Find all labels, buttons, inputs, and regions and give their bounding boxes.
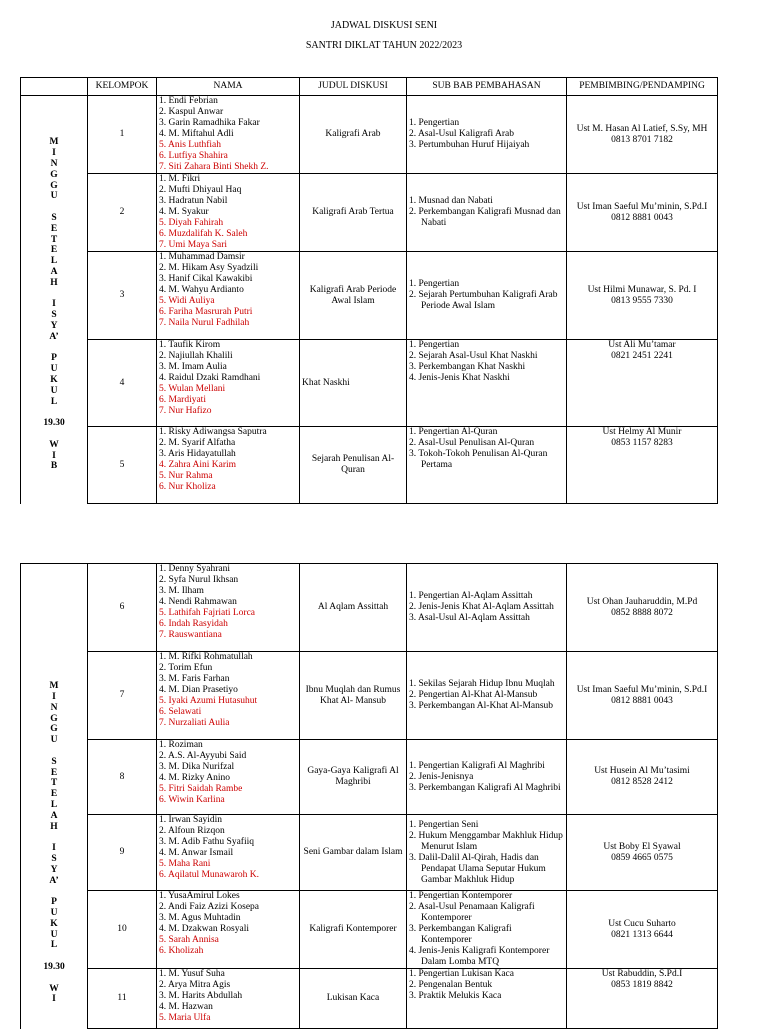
table-row — [21, 891, 718, 969]
sub-topics — [407, 815, 567, 891]
group-number: 3 — [88, 252, 157, 340]
mentor-phone: 0812 8881 0043 — [611, 695, 673, 706]
time-label-letter: L — [50, 940, 58, 951]
time-label-letter: M — [49, 681, 59, 692]
time-label-letter: G — [50, 724, 58, 735]
member-name: 3. Hanif Cikal Kawakibi — [159, 274, 253, 284]
sub-topic-list — [409, 969, 564, 1002]
time-label-letter: Y — [50, 320, 58, 331]
time-label-letter: A’ — [49, 875, 59, 886]
time-label-spacer — [23, 407, 85, 418]
time-label-letter — [23, 343, 85, 354]
time-label-letter: U — [50, 191, 58, 202]
sub-topic: 1. Pengertian Al-Quran — [409, 427, 498, 437]
sub-topic-list — [409, 279, 564, 312]
mentor-phone: 0852 8888 8072 — [611, 607, 673, 618]
member-name: 4. Raidul Dzaki Ramdhani — [159, 373, 261, 383]
member-name: 4. M. Hazwan — [159, 1002, 213, 1012]
member-name: 1. M. Yusuf Suha — [159, 969, 225, 979]
member-names — [157, 969, 300, 1029]
time-label-letter: N — [50, 702, 58, 713]
group-number: 1 — [88, 96, 157, 174]
mentor-phone: 0812 8881 0043 — [611, 212, 673, 223]
member-name: 4. Zahra Aini Karim — [159, 460, 237, 470]
time-label-letter: I — [52, 994, 56, 1005]
member-name: 7. Nurzaliati Aulia — [159, 718, 230, 728]
member-name: 6. Selawati — [159, 707, 202, 717]
member-name: 1. M. Rifki Rohmatullah — [159, 652, 253, 662]
time-label-letter: U — [50, 929, 58, 940]
mentor-name: Ust Rabuddin, S.Pd.I — [601, 969, 683, 979]
time-label-letter: G — [50, 180, 58, 191]
group-number: 5 — [88, 427, 157, 504]
mentor-name: Ust Husein Al Mu’tasimi — [594, 766, 690, 776]
time-label-letter — [23, 202, 85, 213]
mentor-name: Ust Helmy Al Munir — [602, 427, 682, 437]
doc-subtitle: SANTRI DIKLAT TAHUN 2022/2023 — [305, 40, 463, 51]
discussion-title: Gaya-Gaya Kaligrafi Al Maghribi — [300, 740, 407, 815]
sub-topic: 2. Hukum Menggambar Makhluk Hidup Menurut Islam — [409, 830, 563, 852]
sub-topic: 1. Musnad dan Nabati — [409, 196, 493, 206]
member-names — [157, 652, 300, 740]
member-name: 3. Garin Ramadhika Fakar — [159, 118, 260, 128]
time-label-letters — [23, 137, 85, 472]
member-names — [157, 740, 300, 815]
sub-topic: 3. Praktik Melukis Kaca — [409, 991, 502, 1001]
member-name: 4. M. Dzakwan Rosyali — [159, 924, 249, 934]
mentor-name: Ust Iman Saeful Mu’minin, S.Pd.I — [576, 201, 708, 212]
member-list — [159, 891, 297, 957]
member-name: 6. Muzdalifah K. Saleh — [159, 229, 248, 239]
time-label-letter: P — [51, 897, 57, 908]
sub-topics — [407, 564, 567, 652]
time-label-spacer — [23, 951, 85, 962]
time-label-letter: Y — [50, 864, 58, 875]
member-name: 5. Anis Luthfiah — [159, 140, 222, 150]
sub-topic: 1. Pengertian — [409, 340, 460, 350]
table-row — [21, 252, 718, 340]
time-label-letter: U — [50, 364, 58, 375]
sub-topics — [407, 969, 567, 1029]
member-names — [157, 427, 300, 504]
sub-topic: 2. Asal-Usul Penulisan Al-Quran — [409, 438, 535, 448]
member-name: 1. YusaAmirul Lokes — [159, 891, 240, 901]
member-name: 6. Mardiyati — [159, 395, 206, 405]
member-name: 3. M. Dika Nurifzal — [159, 762, 235, 772]
discussion-title: Kaligrafi Arab Periode Awal Islam — [300, 252, 407, 340]
time-label-time: 19.30 — [43, 418, 65, 429]
time-label-letter: E — [50, 789, 58, 800]
member-name: 3. M. Agus Muhtadin — [159, 913, 241, 923]
discussion-title: Kaligrafi Arab — [300, 96, 407, 174]
group-number: 9 — [88, 815, 157, 891]
mentor-phone: 0812 8528 2412 — [611, 777, 673, 787]
member-name: 1. Risky Adiwangsa Saputra — [159, 427, 267, 437]
member-name: 3. M. Ilham — [159, 586, 204, 596]
member-name: 4. M. Syakur — [159, 207, 209, 217]
sub-topic: 2. Asal-Usul Penamaan Kaligrafi Kontemporer — [409, 902, 535, 923]
sub-topic: 2. Jenis-Jenis Khat Al-Aqlam Assittah — [409, 602, 554, 612]
mentor-phone: 0821 1313 6644 — [611, 929, 673, 940]
group-number: 2 — [88, 174, 157, 252]
group-number: 6 — [88, 564, 157, 652]
member-name: 5. Nur Rahma — [159, 471, 213, 481]
time-label-letter: L — [50, 396, 58, 407]
sub-topic: 3. Dalil-Dalil Al-Qirah, Hadis dan Pendapat Ulama Seputar Hukum Gambar Makhluk Hidup — [409, 852, 546, 885]
member-name: 4. Nendi Rahmawan — [159, 597, 237, 607]
time-label-letter: L — [50, 256, 58, 267]
sub-topics — [407, 652, 567, 740]
member-name: 4. M. Dian Prasetiyo — [159, 685, 238, 695]
member-name: 6. Fariha Masrurah Putri — [159, 307, 253, 317]
member-name: 7. Naila Nurul Fadhilah — [159, 318, 250, 328]
member-list — [159, 740, 297, 806]
member-name: 6. Lutfiya Shahira — [159, 151, 228, 161]
member-name: 5. Maha Rani — [159, 859, 211, 869]
sub-topic: 3. Perkembangan Kaligrafi Kontemporer — [409, 924, 512, 945]
time-label-letter: P — [51, 353, 57, 364]
sub-topics — [407, 891, 567, 969]
table-row — [21, 564, 718, 652]
time-label-letter: S — [51, 212, 57, 223]
time-label-letter: E — [50, 767, 58, 778]
table-row — [21, 427, 718, 504]
member-names — [157, 252, 300, 340]
time-label-letter: U — [50, 385, 58, 396]
member-name: 6. Indah Rasyidah — [159, 619, 228, 629]
group-number: 11 — [88, 969, 157, 1029]
time-label-letter: M — [49, 137, 59, 148]
time-label — [21, 564, 88, 1029]
table-row — [21, 174, 718, 252]
mentor-name: Ust Hilmi Munawar, S. Pd. I — [587, 284, 697, 295]
group-number: 4 — [88, 340, 157, 427]
sub-topic: 1. Pengertian — [409, 118, 460, 128]
sub-topics — [407, 252, 567, 340]
time-label-letter: B — [50, 461, 58, 472]
sub-topic-list — [409, 118, 564, 151]
sub-topic: 3. Perkembangan Al-Khat Al-Mansub — [409, 701, 554, 711]
time-label-letter: H — [50, 277, 58, 288]
time-label-letter: N — [50, 158, 58, 169]
discussion-title-line: Ibnu Muqlah dan Rumus — [305, 684, 401, 695]
time-label-letters — [23, 681, 85, 1005]
member-name: 5. Diyah Fahirah — [159, 218, 224, 228]
sub-topic: 3. Perkembangan Kaligrafi Al Maghribi — [409, 782, 561, 793]
mentor — [567, 427, 718, 504]
sub-topic: 2. Perkembangan Kaligrafi Musnad dan Nabati — [409, 207, 561, 228]
time-label-letter: I — [52, 692, 56, 703]
member-name: 2. Torim Efun — [159, 663, 213, 673]
discussion-title-line: Khat Al- Mansub — [320, 695, 386, 706]
sub-topic-list — [409, 679, 564, 712]
sub-topic: 1. Pengertian — [409, 279, 460, 289]
sub-topic: 2. Asal-Usul Kaligrafi Arab — [409, 129, 515, 139]
time-label-letter: G — [50, 713, 58, 724]
schedule-table-1 — [20, 77, 718, 504]
sub-topic: 2. Sejarah Asal-Usul Khat Naskhi — [409, 351, 538, 361]
member-list — [159, 427, 297, 493]
time-label-letter: K — [50, 918, 58, 929]
mentor — [567, 564, 718, 652]
time-label-letter: U — [50, 908, 58, 919]
group-number: 7 — [88, 652, 157, 740]
sub-topic: 3. Pertumbuhan Huruf Hijaiyah — [409, 140, 530, 150]
sub-topic-list — [409, 340, 564, 384]
member-name: 1. Roziman — [159, 740, 203, 750]
time-label-letter — [23, 832, 85, 843]
time-label-letter: S — [51, 756, 57, 767]
member-name: 3. Hadratun Nabil — [159, 196, 228, 206]
member-name: 4. M. Anwar Ismail — [159, 848, 234, 858]
member-name: 5. Maria Ulfa — [159, 1013, 211, 1023]
doc-title: JADWAL DISKUSI SENI — [330, 20, 438, 31]
time-label-spacer — [23, 973, 85, 984]
sub-topics — [407, 96, 567, 174]
member-name: 3. M. Harits Abdullah — [159, 991, 243, 1001]
member-name: 7. Siti Zahara Binti Shekh Z. — [159, 162, 269, 172]
header-row — [21, 78, 718, 96]
time-label-letter: I — [52, 148, 56, 159]
time-label-letter: S — [51, 310, 57, 321]
discussion-title: Seni Gambar dalam Islam — [300, 815, 407, 891]
time-label-letter: E — [50, 223, 58, 234]
header-blank — [21, 78, 88, 96]
time-label-letter: W — [49, 983, 59, 994]
table-row — [21, 96, 718, 174]
table-row — [21, 815, 718, 891]
mentor — [567, 969, 718, 1029]
time-label-letter: A — [50, 266, 58, 277]
mentor-name: Ust Boby El Syawal — [603, 841, 681, 852]
member-name: 2. Alfoun Rizqon — [159, 826, 225, 836]
member-names — [157, 815, 300, 891]
mentor-name: Ust Ali Mu’tamar — [608, 340, 676, 350]
mentor-phone: 0859 4665 0575 — [611, 852, 673, 863]
member-name: 4. M. Miftahul Adli — [159, 129, 234, 139]
sub-topic: 2. Pengertian Al-Khat Al-Mansub — [409, 690, 538, 700]
member-name: 5. Widi Auliya — [159, 296, 215, 306]
discussion-title: Sejarah Penulisan Al-Quran — [300, 427, 407, 504]
member-name: 5. Lathifah Fajriati Lorca — [159, 608, 256, 618]
time-label-letter: U — [50, 735, 58, 746]
member-name: 2. Kaspul Anwar — [159, 107, 224, 117]
member-name: 2. Mufti Dhiyaul Haq — [159, 185, 242, 195]
mentor-phone: 0853 1819 8842 — [611, 980, 673, 990]
sub-topic: 3. Perkembangan Khat Naskhi — [409, 362, 526, 372]
member-name: 5. Wulan Mellani — [159, 384, 226, 394]
time-label-letter: L — [50, 800, 58, 811]
time-label-letter — [23, 746, 85, 757]
time-label-letter: T — [50, 234, 58, 245]
sub-topic: 1. Pengertian Kaligrafi Al Maghribi — [409, 760, 545, 771]
member-list — [159, 815, 297, 881]
mentor — [567, 815, 718, 891]
member-name: 7. Rauswantiana — [159, 630, 222, 640]
time-label-letter: I — [52, 843, 56, 854]
time-label-spacer — [23, 429, 85, 440]
member-name: 3. M. Imam Aulia — [159, 362, 227, 372]
member-names — [157, 96, 300, 174]
table-row — [21, 969, 718, 1029]
member-name: 1. Taufik Kirom — [159, 340, 221, 350]
mentor — [567, 252, 718, 340]
sub-topic: 4. Jenis-Jenis Kaligrafi Kontemporer Dalam Lomba MTQ — [409, 946, 550, 967]
mentor-phone: 0813 9555 7330 — [611, 295, 673, 306]
time-label-time: 19.30 — [43, 962, 65, 973]
member-name: 2. Arya Mitra Agis — [159, 980, 231, 990]
sub-topic-list — [409, 820, 564, 886]
member-name: 4. M. Wahyu Ardianto — [159, 285, 244, 295]
sub-topics — [407, 340, 567, 427]
member-names — [157, 564, 300, 652]
member-name: 6. Wiwin Karlina — [159, 795, 225, 805]
member-name: 3. M. Faris Farhan — [159, 674, 230, 684]
member-name: 2. Syfa Nurul Ikhsan — [159, 575, 239, 585]
time-label-letter: W — [49, 439, 59, 450]
mentor-name: Ust Cucu Suharto — [608, 918, 676, 929]
time-label-letter: E — [50, 245, 58, 256]
mentor-name: Ust M. Hasan Al Latief, S.Sy, MH — [576, 123, 708, 134]
sub-topic: 2. Pengenalan Bentuk — [409, 980, 493, 990]
sub-topic: 1. Pengertian Al-Aqlam Assittah — [409, 591, 533, 601]
sub-topic-list — [409, 196, 564, 229]
time-label-letter: S — [51, 854, 57, 865]
member-list — [159, 174, 297, 251]
member-name: 2. Najiullah Khalili — [159, 351, 233, 361]
sub-topic: 3. Tokoh-Tokoh Penulisan Al-Quran Pertama — [409, 449, 548, 470]
sub-topic: 1. Pengertian Kontemporer — [409, 891, 513, 901]
sub-topic-list — [409, 427, 564, 471]
sub-topic: 2. Jenis-Jenisnya — [409, 771, 474, 782]
mentor — [567, 740, 718, 815]
member-list — [159, 652, 297, 729]
sub-topics — [407, 740, 567, 815]
discussion-title: Kaligrafi Kontemporer — [300, 891, 407, 969]
member-name: 1. Irwan Sayidin — [159, 815, 223, 825]
member-list — [159, 969, 297, 1024]
member-list — [159, 96, 297, 173]
member-name: 2. M. Hikam Asy Syadzili — [159, 263, 259, 273]
member-name: 2. Andi Faiz Azizi Kosepa — [159, 902, 259, 912]
time-label-letter: A — [50, 810, 58, 821]
member-name: 4. M. Rizky Anino — [159, 773, 230, 783]
member-name: 5. Fitri Saidah Rambe — [159, 784, 243, 794]
sub-topics — [407, 427, 567, 504]
member-name: 7. Umi Maya Sari — [159, 240, 228, 250]
sub-topic: 2. Sejarah Pertumbuhan Kaligrafi Arab Periode Awal Islam — [409, 290, 558, 311]
mentor — [567, 652, 718, 740]
time-label-letter: T — [50, 778, 58, 789]
member-name: 5. Iyaki Azumi Hutasuhut — [159, 696, 258, 706]
member-names — [157, 340, 300, 427]
table-row — [21, 740, 718, 815]
discussion-title: Lukisan Kaca — [300, 969, 407, 1029]
discussion-title: Al Aqlam Assittah — [300, 564, 407, 652]
time-label-letter — [23, 289, 85, 300]
mentor-phone: 0853 1157 8283 — [611, 438, 673, 448]
member-list — [159, 564, 297, 641]
time-label-letter: I — [52, 299, 56, 310]
sub-topic: 1. Pengertian Lukisan Kaca — [409, 969, 514, 979]
time-label-letter: A’ — [49, 331, 59, 342]
header-sub: SUB BAB PEMBAHASAN — [407, 78, 567, 96]
table-row — [21, 340, 718, 427]
group-number: 8 — [88, 740, 157, 815]
header-judul: JUDUL DISKUSI — [300, 78, 407, 96]
discussion-title — [300, 652, 407, 740]
mentor-phone: 0813 8701 7182 — [611, 134, 673, 145]
member-name: 1. Muhammad Damsir — [159, 252, 245, 262]
member-name: 2. M. Syarif Alfatha — [159, 438, 236, 448]
member-name: 3. M. Adib Fathu Syafiiq — [159, 837, 255, 847]
discussion-title: Khat Naskhi — [300, 340, 407, 427]
sub-topic: 1. Sekilas Sejarah Hidup Ibnu Muqlah — [409, 679, 555, 689]
mentor — [567, 891, 718, 969]
time-label-letter: H — [50, 821, 58, 832]
header-nama: NAMA — [157, 78, 300, 96]
sub-topic: 4. Jenis-Jenis Khat Naskhi — [409, 373, 510, 383]
member-name: 3. Aris Hidayatullah — [159, 449, 236, 459]
discussion-title: Kaligrafi Arab Tertua — [300, 174, 407, 252]
member-name: 7. Nur Hafizo — [159, 406, 212, 416]
member-name: 5. Sarah Annisa — [159, 935, 219, 945]
sub-topic-list — [409, 591, 564, 624]
time-label-letter: G — [50, 169, 58, 180]
time-label-letter — [23, 886, 85, 897]
sub-topic-list — [409, 891, 564, 968]
member-names — [157, 891, 300, 969]
sub-topic: 1. Pengertian Seni — [409, 819, 479, 830]
mentor — [567, 174, 718, 252]
sub-topics — [407, 174, 567, 252]
member-name: 1. Denny Syahrani — [159, 564, 230, 574]
mentor — [567, 96, 718, 174]
group-number: 10 — [88, 891, 157, 969]
member-name: 6. Kholizah — [159, 946, 204, 956]
member-name: 6. Aqilatul Munawaroh K. — [159, 870, 260, 880]
sub-topic: 3. Asal-Usul Al-Aqlam Assittah — [409, 613, 530, 623]
member-names — [157, 174, 300, 252]
member-list — [159, 340, 297, 417]
time-label — [21, 96, 88, 504]
time-label-letter: K — [50, 374, 58, 385]
schedule-table-2 — [20, 563, 718, 1029]
sub-topic-list — [409, 761, 564, 794]
member-list — [159, 252, 297, 329]
header-kelompok: KELOMPOK — [88, 78, 157, 96]
mentor-phone: 0821 2451 2241 — [611, 351, 673, 361]
member-name: 1. M. Fikri — [159, 174, 201, 184]
mentor-name: Ust Iman Saeful Mu’minin, S.Pd.I — [576, 684, 708, 695]
member-name: 2. A.S. Al-Ayyubi Said — [159, 751, 247, 761]
table-row — [21, 652, 718, 740]
member-name: 6. Nur Kholiza — [159, 482, 216, 492]
member-name: 1. Endi Febrian — [159, 96, 218, 106]
header-pembimbing: PEMBIMBING/PENDAMPING — [567, 78, 718, 96]
time-label-letter: I — [52, 450, 56, 461]
mentor — [567, 340, 718, 427]
mentor-name: Ust Ohan Jauharuddin, M.Pd — [586, 596, 698, 607]
